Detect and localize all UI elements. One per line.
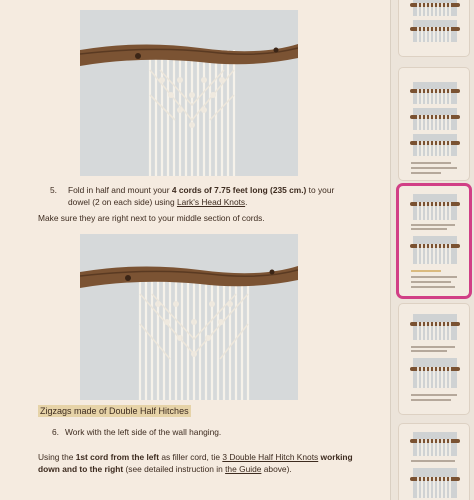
- step-6: [52, 426, 352, 438]
- thumbnail-image: [413, 358, 457, 388]
- larks-head-knots-link[interactable]: Lark's Head Knots: [176, 197, 246, 207]
- step-6-number: 6.: [52, 427, 59, 437]
- page-thumbnail-2[interactable]: [399, 68, 469, 180]
- thumbnail-image: [413, 314, 457, 340]
- macrame-image: [80, 234, 298, 400]
- thumbnail-image: [413, 468, 457, 498]
- page-thumbnail-1[interactable]: [399, 0, 469, 56]
- thumbnail-image: [413, 20, 457, 42]
- thumbnail-image: [413, 108, 457, 130]
- page-thumbnail-sidebar[interactable]: [390, 0, 474, 500]
- thumbnail-image: [413, 0, 457, 16]
- macrame-photo-bottom: [80, 234, 298, 400]
- guide-link[interactable]: the Guide: [225, 464, 262, 474]
- instruction-paragraph: Using the 1st cord from the left as filler cord, tie 3 Double Half Hitch Knots working down and to the right (see detailed instruction in the Guide above).: [38, 452, 353, 474]
- step-5-number: 5.: [50, 185, 57, 195]
- thumbnail-image: [413, 82, 457, 104]
- step-5-text: Fold in half and mount your 4 cords of 7.75 feet long (235 cm.) to your dowel (2 on each side) using Lark's Head Knots.: [68, 185, 335, 207]
- page-thumbnail-4[interactable]: [399, 304, 469, 414]
- macrame-photo-top: [80, 10, 298, 176]
- thumbnail-image: [413, 134, 457, 156]
- note-text: Make sure they are right next to your middle section of cords.: [38, 213, 265, 223]
- thumbnail-image: [413, 194, 457, 220]
- page-thumbnail-5[interactable]: [399, 424, 469, 500]
- section-heading: Zigzags made of Double Half Hitches: [40, 406, 189, 416]
- step-5: [52, 184, 352, 208]
- thumbnail-image: [413, 236, 457, 264]
- step-6-text: Work with the left side of the wall hanging.: [65, 427, 222, 437]
- double-half-hitch-link[interactable]: 3 Double Half Hitch Knots: [222, 452, 319, 462]
- macrame-image: [80, 10, 298, 176]
- page-thumbnail-3-active[interactable]: [399, 186, 469, 296]
- thumbnail-image: [413, 432, 457, 456]
